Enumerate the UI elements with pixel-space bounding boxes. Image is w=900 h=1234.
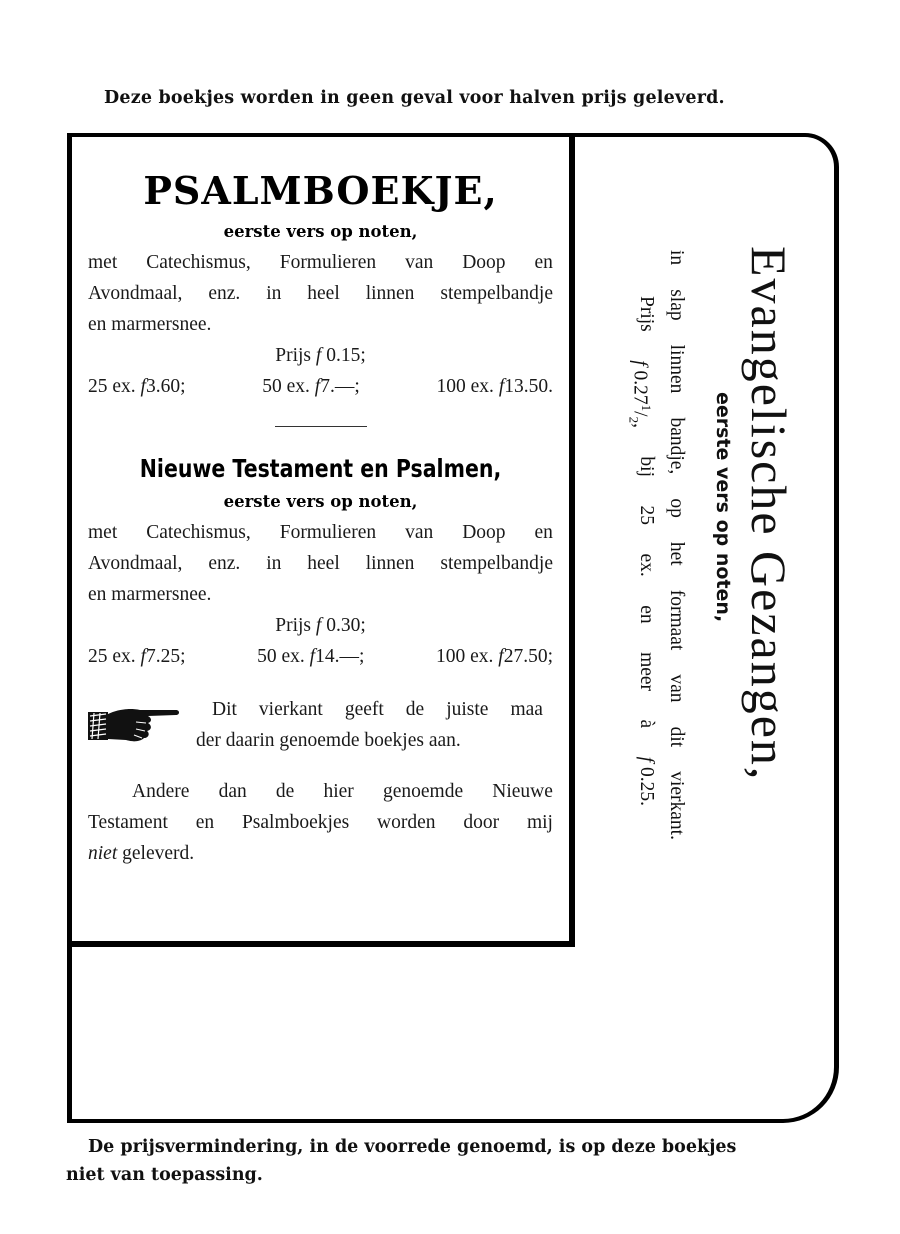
word: en [195,812,215,833]
word: op [666,498,687,518]
nieuwe-testament-description [88,517,553,610]
nieuwe-testament-price [88,610,553,641]
word: meer [636,652,657,692]
word: linnen [365,553,415,574]
bulk-amount: 27.50; [503,646,553,667]
evangelische-description [662,250,690,840]
word: bandje, [666,417,687,475]
word: Catechismus, [146,522,251,543]
florin-symbol: f [309,646,316,667]
florin-symbol: f [315,615,322,636]
word: linnen [365,283,415,304]
left-column [88,165,553,869]
word: linnen [666,344,687,394]
florin-symbol: f [315,345,322,366]
word: dit [666,726,687,748]
word: Doop [462,522,506,543]
word: vierkant. [666,771,687,840]
price-value: f $0.27^1/_2$, [626,360,654,428]
word: vierkant [258,699,323,720]
description-line: en marmersnee. [88,314,212,335]
word: maa [510,699,543,720]
florin-symbol: f [498,376,505,397]
fraction-denominator: 2 [626,416,642,424]
word: het [666,541,687,566]
size-note [88,694,553,758]
nieuwe-testament-bulk-prices [88,641,553,672]
word: enz. [208,553,241,574]
availability-line-1 [88,776,553,807]
florin-symbol: f [636,756,657,763]
word: dan [218,781,247,802]
word: geeft [344,699,384,720]
word: in [266,553,282,574]
word: Nieuwe [492,781,553,802]
psalmboekje-section [88,165,553,402]
word: Avondmaal, [88,553,183,574]
word: Psalmboekjes [241,812,350,833]
price-value: 0.15; [326,345,366,366]
bulk-qty: 25 ex. [88,646,136,667]
bulk-qty: 100 ex. [436,646,494,667]
description-text [88,247,553,278]
bulk-price-item [88,641,186,672]
word: ex. [636,553,657,577]
bulk-qty: 50 ex. [262,376,310,397]
description-line [88,548,553,579]
word: stempelbandje [440,283,553,304]
psalmboekje-description [88,247,553,340]
word: Catechismus, [146,252,251,273]
word: met [88,252,118,273]
description-text [88,278,553,309]
word: Avondmaal, [88,283,183,304]
florin-symbol: f [140,376,146,397]
evangelische-title: Evangelische Gezangen, [741,246,797,782]
word: Andere [132,781,190,802]
psalmboekje-price [88,340,553,371]
size-note-text [196,694,543,756]
bulk-qty: 25 ex. [88,376,136,397]
word: de [405,699,425,720]
bulk-amount: 3.60; [145,376,186,397]
bulk-amount: 14.—; [315,646,365,667]
florin-symbol: f [314,376,321,397]
word: stempelbandje [440,553,553,574]
word: in [266,283,282,304]
psalmboekje-subtitle: eerste vers op noten, [223,222,418,241]
nieuwe-testament-title: Nieuwe Testament en Psalmen, [139,454,502,483]
word: bij [636,456,657,478]
psalmboekje-title: PSALMBOEKJE, [143,168,498,213]
word: van [666,674,687,703]
word: Testament [88,812,168,833]
availability-line-3 [88,838,553,869]
footer-notice-line-1: De prijsvermindering, in de voorrede genoemd, is op deze boekjes [88,1137,737,1157]
word: van [405,522,434,543]
nieuwe-testament-section [88,451,553,672]
header-notice: Deze boekjes worden in geen geval voor halven prijs geleverd. [104,88,725,108]
section-divider [275,426,367,427]
bulk-price-item [262,371,360,402]
line-text: geleverd. [117,843,195,864]
word: mij [526,812,553,833]
word: in [666,250,687,266]
bulk-amount: 7.—; [320,376,360,397]
price-amount: 0.25. [636,766,657,806]
fraction-numerator: 1 [639,404,654,412]
price-label: Prijs [275,345,312,366]
description-line [88,278,553,309]
description-text [88,517,553,548]
word: enz. [208,283,241,304]
availability-line-2 [88,807,553,838]
word: Dit [212,699,237,720]
word: Formulieren [279,522,377,543]
bulk-price-item [436,641,553,672]
word: heel [307,553,340,574]
bulk-price-item [257,641,364,672]
price-label: Prijs [275,615,312,636]
florin-symbol: f [629,360,651,366]
evangelische-price [620,296,660,806]
word: slap [666,289,687,321]
word: formaat [666,589,687,651]
availability-note [88,776,553,869]
size-note-line-1 [196,694,543,725]
description-line [88,517,553,548]
bulk-price-item [437,371,553,402]
bulk-amount: 7.25; [145,646,186,667]
word: Formulieren [279,252,377,273]
price-whole: 0.27 [629,370,651,405]
description-line [88,247,553,278]
footer-notice-line-2: niet van toepassing. [66,1165,263,1185]
word: 25 [636,505,657,525]
emphasis-text: niet [88,843,118,864]
bulk-qty: 100 ex. [436,376,494,397]
bulk-price-item [88,371,186,402]
word: à [636,719,657,729]
price-label: Prijs [636,296,657,332]
word: heel [307,283,340,304]
florin-symbol: f [140,646,146,667]
footer-notice [66,1133,826,1189]
bulk-amount: 13.50. [504,376,553,397]
evangelische-subtitle: eerste vers op noten, [712,392,734,623]
pointing-hand-icon [86,704,182,746]
word: en [636,605,657,624]
description-text [88,548,553,579]
word: de [275,781,295,802]
description-line: en marmersnee. [88,584,212,605]
word: genoemde [382,781,464,802]
word: en [534,252,553,273]
word: door [463,812,500,833]
word: juiste [446,699,489,720]
psalmboekje-bulk-prices [88,371,553,402]
size-note-line-2: der daarin genoemde boekjes aan. [196,730,461,751]
word: met [88,522,118,543]
word: en [534,522,553,543]
word: worden [377,812,436,833]
florin-symbol: f [498,646,504,667]
nieuwe-testament-subtitle: eerste vers op noten, [223,492,418,511]
bulk-qty: 50 ex. [257,646,305,667]
price-value-2 [620,757,660,806]
word: hier [323,781,354,802]
word: van [405,252,434,273]
word: Doop [462,252,506,273]
price-value: 0.30; [326,615,366,636]
